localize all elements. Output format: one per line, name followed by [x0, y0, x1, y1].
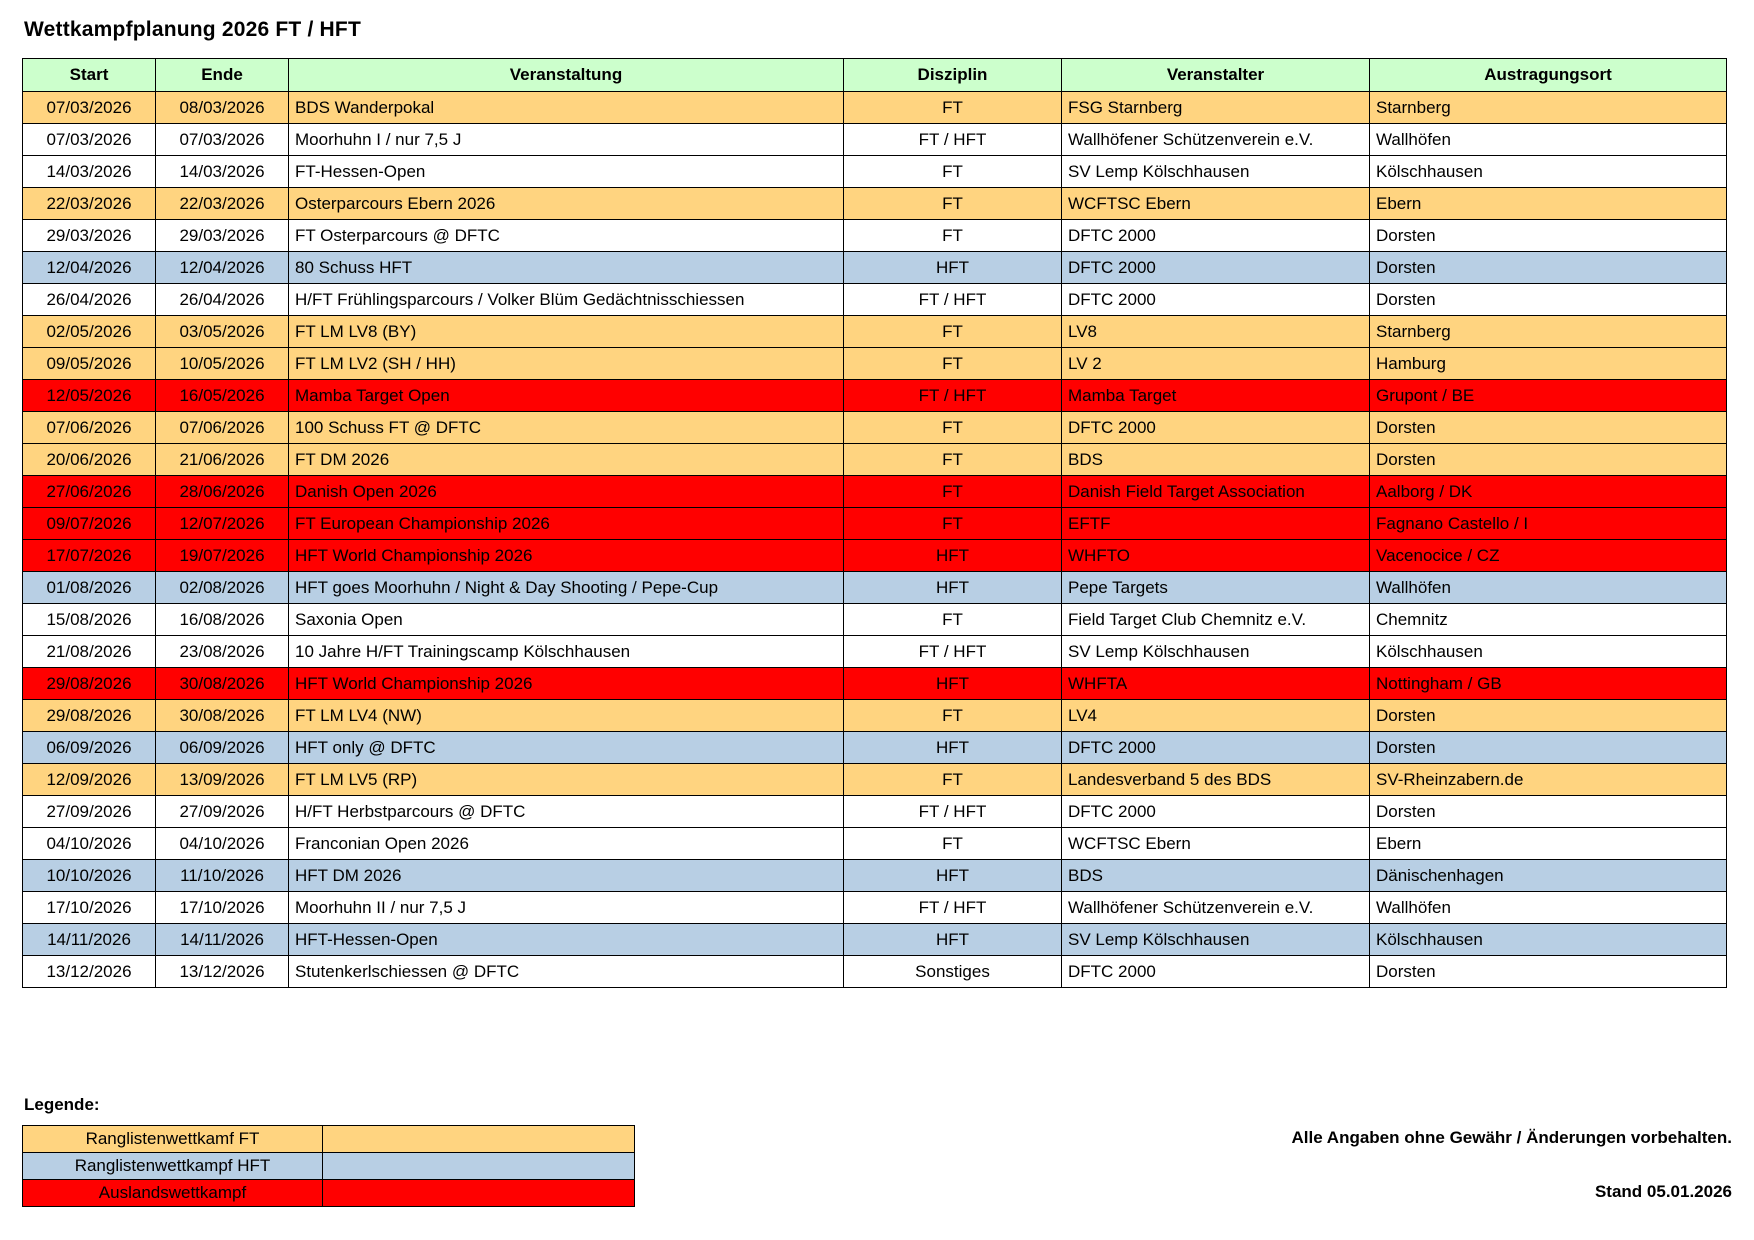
cell-austragungsort: Starnberg	[1370, 92, 1727, 124]
cell-veranstaltung: 80 Schuss HFT	[289, 252, 844, 284]
table-row	[23, 476, 1727, 508]
cell-veranstaltung: HFT World Championship 2026	[289, 668, 844, 700]
table-row	[23, 540, 1727, 572]
cell-ende: 11/10/2026	[156, 860, 289, 892]
cell-ende: 07/06/2026	[156, 412, 289, 444]
cell-disziplin: HFT	[844, 252, 1062, 284]
cell-austragungsort: Wallhöfen	[1370, 892, 1727, 924]
cell-disziplin: HFT	[844, 540, 1062, 572]
cell-veranstaltung: Saxonia Open	[289, 604, 844, 636]
cell-disziplin: FT	[844, 476, 1062, 508]
cell-disziplin: FT / HFT	[844, 284, 1062, 316]
table-row	[23, 604, 1727, 636]
cell-start: 01/08/2026	[23, 572, 156, 604]
cell-austragungsort: Kölschhausen	[1370, 924, 1727, 956]
cell-veranstaltung: FT DM 2026	[289, 444, 844, 476]
cell-disziplin: FT / HFT	[844, 124, 1062, 156]
cell-ende: 06/09/2026	[156, 732, 289, 764]
cell-disziplin: FT	[844, 92, 1062, 124]
cell-veranstaltung: FT LM LV2 (SH / HH)	[289, 348, 844, 380]
cell-austragungsort: SV-Rheinzabern.de	[1370, 764, 1727, 796]
cell-veranstalter: SV Lemp Kölschhausen	[1062, 636, 1370, 668]
cell-ende: 16/05/2026	[156, 380, 289, 412]
cell-start: 17/10/2026	[23, 892, 156, 924]
cell-austragungsort: Dänischenhagen	[1370, 860, 1727, 892]
stand-date: Stand 05.01.2026	[1594, 1182, 1732, 1201]
cell-veranstalter: Landesverband 5 des BDS	[1062, 764, 1370, 796]
cell-disziplin: FT / HFT	[844, 892, 1062, 924]
legend-label: Ranglistenwettkampf HFT	[23, 1153, 323, 1180]
cell-veranstalter: Mamba Target	[1062, 380, 1370, 412]
cell-disziplin: FT	[844, 412, 1062, 444]
cell-ende: 21/06/2026	[156, 444, 289, 476]
table-row	[23, 860, 1727, 892]
cell-austragungsort: Starnberg	[1370, 316, 1727, 348]
cell-austragungsort: Wallhöfen	[1370, 572, 1727, 604]
cell-veranstaltung: BDS Wanderpokal	[289, 92, 844, 124]
cell-start: 06/09/2026	[23, 732, 156, 764]
cell-start: 21/08/2026	[23, 636, 156, 668]
cell-start: 26/04/2026	[23, 284, 156, 316]
cell-veranstalter: DFTC 2000	[1062, 284, 1370, 316]
cell-austragungsort: Dorsten	[1370, 732, 1727, 764]
disclaimer-text: Alle Angaben ohne Gewähr / Änderungen vorbehalten.	[1291, 1128, 1732, 1147]
footer-notes	[1292, 1128, 1732, 1202]
cell-austragungsort: Vacenocice / CZ	[1370, 540, 1727, 572]
cell-disziplin: Sonstiges	[844, 956, 1062, 988]
cell-start: 29/08/2026	[23, 700, 156, 732]
table-row	[23, 156, 1727, 188]
cell-austragungsort: Kölschhausen	[1370, 636, 1727, 668]
cell-veranstaltung: 100 Schuss FT @ DFTC	[289, 412, 844, 444]
cell-disziplin: HFT	[844, 732, 1062, 764]
cell-ende: 07/03/2026	[156, 124, 289, 156]
cell-ende: 14/11/2026	[156, 924, 289, 956]
cell-veranstaltung: Franconian Open 2026	[289, 828, 844, 860]
cell-austragungsort: Grupont / BE	[1370, 380, 1727, 412]
cell-veranstalter: WCFTSC Ebern	[1062, 828, 1370, 860]
cell-ende: 14/03/2026	[156, 156, 289, 188]
table-header-row	[23, 59, 1727, 92]
cell-disziplin: FT	[844, 156, 1062, 188]
cell-veranstalter: SV Lemp Kölschhausen	[1062, 924, 1370, 956]
cell-disziplin: FT	[844, 764, 1062, 796]
cell-veranstaltung: Moorhuhn II / nur 7,5 J	[289, 892, 844, 924]
competition-schedule-table	[22, 58, 1727, 988]
cell-disziplin: FT	[844, 828, 1062, 860]
cell-austragungsort: Nottingham / GB	[1370, 668, 1727, 700]
cell-veranstaltung: Moorhuhn I / nur 7,5 J	[289, 124, 844, 156]
cell-ende: 08/03/2026	[156, 92, 289, 124]
cell-veranstalter: Danish Field Target Association	[1062, 476, 1370, 508]
cell-ende: 17/10/2026	[156, 892, 289, 924]
cell-ende: 02/08/2026	[156, 572, 289, 604]
cell-start: 09/05/2026	[23, 348, 156, 380]
table-body	[23, 92, 1727, 988]
cell-veranstalter: DFTC 2000	[1062, 732, 1370, 764]
column-header-ende: Ende	[156, 59, 289, 92]
cell-veranstaltung: FT LM LV4 (NW)	[289, 700, 844, 732]
table-row	[23, 764, 1727, 796]
cell-veranstalter: LV8	[1062, 316, 1370, 348]
cell-start: 14/03/2026	[23, 156, 156, 188]
cell-veranstalter: WHFTO	[1062, 540, 1370, 572]
legend-color-swatch	[323, 1180, 635, 1207]
cell-ende: 30/08/2026	[156, 668, 289, 700]
table-row	[23, 124, 1727, 156]
cell-start: 15/08/2026	[23, 604, 156, 636]
cell-ende: 28/06/2026	[156, 476, 289, 508]
legend-row	[23, 1126, 635, 1153]
cell-start: 27/06/2026	[23, 476, 156, 508]
cell-veranstalter: DFTC 2000	[1062, 412, 1370, 444]
cell-disziplin: HFT	[844, 860, 1062, 892]
column-header-start: Start	[23, 59, 156, 92]
cell-ende: 29/03/2026	[156, 220, 289, 252]
table-row	[23, 380, 1727, 412]
cell-ende: 23/08/2026	[156, 636, 289, 668]
cell-ende: 03/05/2026	[156, 316, 289, 348]
cell-veranstaltung: Mamba Target Open	[289, 380, 844, 412]
table-row	[23, 508, 1727, 540]
legend-row	[23, 1180, 635, 1207]
cell-austragungsort: Dorsten	[1370, 796, 1727, 828]
cell-austragungsort: Chemnitz	[1370, 604, 1727, 636]
cell-ende: 26/04/2026	[156, 284, 289, 316]
cell-start: 12/04/2026	[23, 252, 156, 284]
cell-austragungsort: Dorsten	[1370, 220, 1727, 252]
cell-start: 02/05/2026	[23, 316, 156, 348]
cell-start: 27/09/2026	[23, 796, 156, 828]
legend-color-swatch	[323, 1153, 635, 1180]
cell-veranstalter: Field Target Club Chemnitz e.V.	[1062, 604, 1370, 636]
cell-ende: 27/09/2026	[156, 796, 289, 828]
cell-disziplin: FT	[844, 188, 1062, 220]
table-row	[23, 188, 1727, 220]
table-row	[23, 956, 1727, 988]
legend-table	[22, 1125, 635, 1207]
cell-veranstaltung: FT European Championship 2026	[289, 508, 844, 540]
table-row	[23, 220, 1727, 252]
cell-ende: 13/12/2026	[156, 956, 289, 988]
cell-ende: 30/08/2026	[156, 700, 289, 732]
table-row	[23, 316, 1727, 348]
cell-austragungsort: Ebern	[1370, 828, 1727, 860]
cell-ende: 10/05/2026	[156, 348, 289, 380]
cell-austragungsort: Aalborg / DK	[1370, 476, 1727, 508]
table-row	[23, 796, 1727, 828]
cell-veranstalter: DFTC 2000	[1062, 796, 1370, 828]
cell-start: 12/05/2026	[23, 380, 156, 412]
cell-austragungsort: Dorsten	[1370, 700, 1727, 732]
table-row	[23, 636, 1727, 668]
table-row	[23, 252, 1727, 284]
cell-disziplin: HFT	[844, 668, 1062, 700]
cell-start: 07/06/2026	[23, 412, 156, 444]
cell-austragungsort: Kölschhausen	[1370, 156, 1727, 188]
legend-color-swatch	[323, 1126, 635, 1153]
column-header-disziplin: Disziplin	[844, 59, 1062, 92]
cell-veranstalter: Wallhöfener Schützenverein e.V.	[1062, 892, 1370, 924]
cell-veranstaltung: FT LM LV8 (BY)	[289, 316, 844, 348]
cell-austragungsort: Ebern	[1370, 188, 1727, 220]
legend-label: Ranglistenwettkamf FT	[23, 1126, 323, 1153]
cell-veranstalter: DFTC 2000	[1062, 220, 1370, 252]
cell-veranstaltung: FT Osterparcours @ DFTC	[289, 220, 844, 252]
table-row	[23, 348, 1727, 380]
cell-veranstaltung: Danish Open 2026	[289, 476, 844, 508]
cell-austragungsort: Dorsten	[1370, 956, 1727, 988]
cell-start: 17/07/2026	[23, 540, 156, 572]
cell-veranstalter: EFTF	[1062, 508, 1370, 540]
table-row	[23, 892, 1727, 924]
cell-ende: 12/04/2026	[156, 252, 289, 284]
cell-veranstaltung: H/FT Frühlingsparcours / Volker Blüm Gedächtnisschiessen	[289, 284, 844, 316]
cell-start: 12/09/2026	[23, 764, 156, 796]
column-header-veranstalter: Veranstalter	[1062, 59, 1370, 92]
cell-disziplin: FT / HFT	[844, 636, 1062, 668]
legend-title: Legende:	[24, 1095, 100, 1114]
cell-disziplin: FT	[844, 348, 1062, 380]
cell-ende: 13/09/2026	[156, 764, 289, 796]
cell-veranstaltung: HFT DM 2026	[289, 860, 844, 892]
cell-austragungsort: Dorsten	[1370, 284, 1727, 316]
cell-ende: 04/10/2026	[156, 828, 289, 860]
table-row	[23, 828, 1727, 860]
cell-austragungsort: Hamburg	[1370, 348, 1727, 380]
cell-start: 29/03/2026	[23, 220, 156, 252]
column-header-austragungsort: Austragungsort	[1370, 59, 1727, 92]
cell-veranstalter: WHFTA	[1062, 668, 1370, 700]
cell-austragungsort: Dorsten	[1370, 412, 1727, 444]
table-row	[23, 924, 1727, 956]
cell-veranstaltung: HFT World Championship 2026	[289, 540, 844, 572]
cell-veranstalter: FSG Starnberg	[1062, 92, 1370, 124]
cell-start: 29/08/2026	[23, 668, 156, 700]
cell-veranstaltung: HFT goes Moorhuhn / Night & Day Shooting / Pepe-Cup	[289, 572, 844, 604]
cell-veranstalter: DFTC 2000	[1062, 252, 1370, 284]
cell-veranstaltung: HFT only @ DFTC	[289, 732, 844, 764]
cell-austragungsort: Dorsten	[1370, 252, 1727, 284]
cell-veranstaltung: HFT-Hessen-Open	[289, 924, 844, 956]
cell-austragungsort: Wallhöfen	[1370, 124, 1727, 156]
column-header-veranstaltung: Veranstaltung	[289, 59, 844, 92]
cell-disziplin: FT / HFT	[844, 796, 1062, 828]
cell-austragungsort: Fagnano Castello / I	[1370, 508, 1727, 540]
cell-veranstalter: LV 2	[1062, 348, 1370, 380]
table-row	[23, 284, 1727, 316]
cell-disziplin: HFT	[844, 572, 1062, 604]
cell-start: 22/03/2026	[23, 188, 156, 220]
table-row	[23, 668, 1727, 700]
cell-start: 13/12/2026	[23, 956, 156, 988]
cell-disziplin: FT	[844, 508, 1062, 540]
cell-veranstaltung: FT-Hessen-Open	[289, 156, 844, 188]
cell-start: 04/10/2026	[23, 828, 156, 860]
table-row	[23, 444, 1727, 476]
cell-start: 14/11/2026	[23, 924, 156, 956]
cell-veranstalter: SV Lemp Kölschhausen	[1062, 156, 1370, 188]
cell-disziplin: FT	[844, 700, 1062, 732]
cell-veranstalter: WCFTSC Ebern	[1062, 188, 1370, 220]
legend-row	[23, 1153, 635, 1180]
table-row	[23, 732, 1727, 764]
legend-label: Auslandswettkampf	[23, 1180, 323, 1207]
cell-disziplin: FT	[844, 316, 1062, 348]
cell-disziplin: FT	[844, 220, 1062, 252]
table-row	[23, 412, 1727, 444]
cell-veranstaltung: Stutenkerlschiessen @ DFTC	[289, 956, 844, 988]
cell-disziplin: FT	[844, 604, 1062, 636]
cell-ende: 19/07/2026	[156, 540, 289, 572]
cell-veranstaltung: FT LM LV5 (RP)	[289, 764, 844, 796]
cell-disziplin: HFT	[844, 924, 1062, 956]
cell-veranstaltung: 10 Jahre H/FT Trainingscamp Kölschhausen	[289, 636, 844, 668]
table-row	[23, 572, 1727, 604]
cell-veranstalter: BDS	[1062, 444, 1370, 476]
cell-veranstalter: DFTC 2000	[1062, 956, 1370, 988]
cell-veranstalter: LV4	[1062, 700, 1370, 732]
cell-start: 10/10/2026	[23, 860, 156, 892]
table-row	[23, 700, 1727, 732]
cell-disziplin: FT	[844, 444, 1062, 476]
page-title: Wettkampfplanung 2026 FT / HFT	[24, 18, 361, 41]
cell-veranstalter: Wallhöfener Schützenverein e.V.	[1062, 124, 1370, 156]
cell-ende: 12/07/2026	[156, 508, 289, 540]
cell-disziplin: FT / HFT	[844, 380, 1062, 412]
cell-austragungsort: Dorsten	[1370, 444, 1727, 476]
cell-ende: 22/03/2026	[156, 188, 289, 220]
cell-veranstalter: Pepe Targets	[1062, 572, 1370, 604]
cell-start: 07/03/2026	[23, 92, 156, 124]
cell-ende: 16/08/2026	[156, 604, 289, 636]
cell-veranstalter: BDS	[1062, 860, 1370, 892]
cell-start: 09/07/2026	[23, 508, 156, 540]
cell-veranstaltung: Osterparcours Ebern 2026	[289, 188, 844, 220]
cell-start: 20/06/2026	[23, 444, 156, 476]
table-row	[23, 92, 1727, 124]
cell-start: 07/03/2026	[23, 124, 156, 156]
cell-veranstaltung: H/FT Herbstparcours @ DFTC	[289, 796, 844, 828]
